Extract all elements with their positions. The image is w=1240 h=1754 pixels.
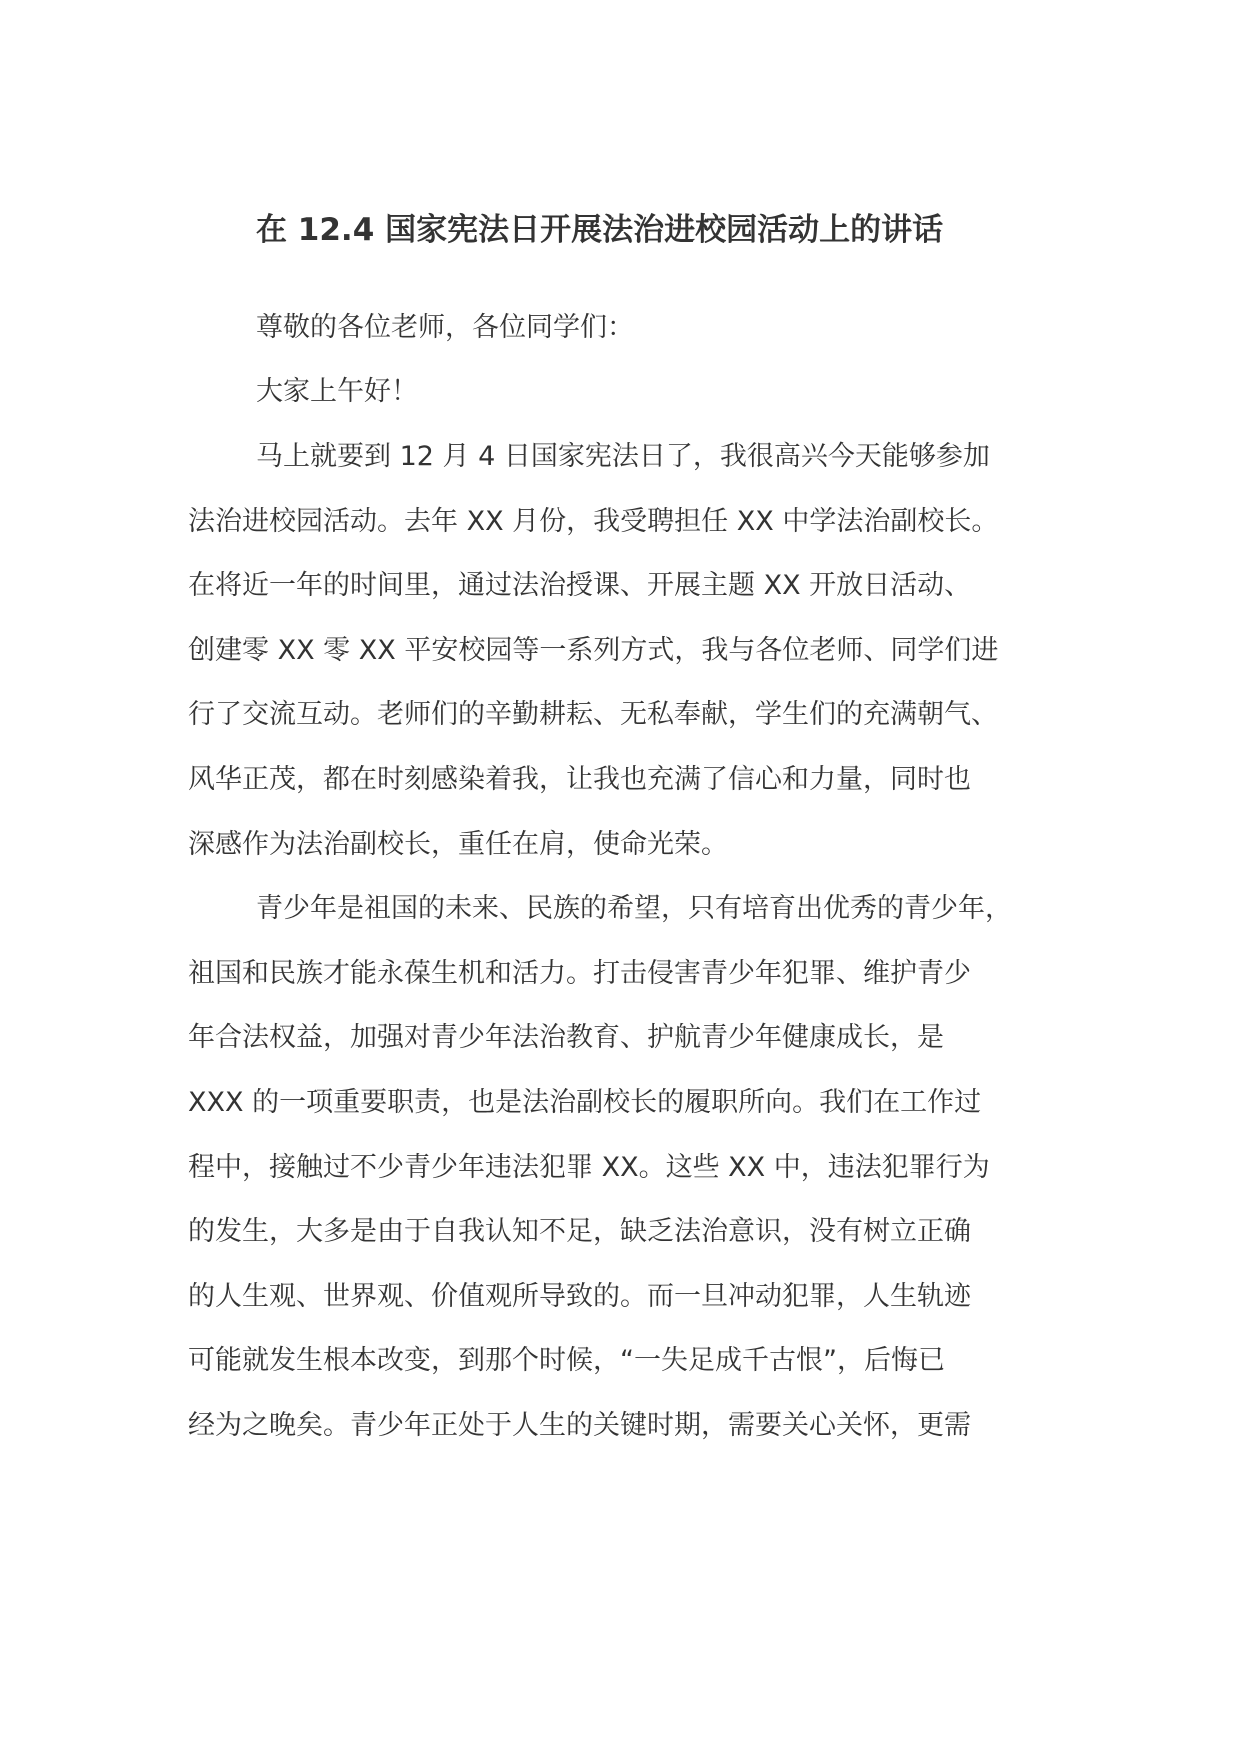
document-title: 在 12.4 国家宪法日开展法治进校园活动上的讲话 <box>256 212 944 248</box>
salutation-line: 尊敬的各位老师，各位同学们： <box>256 312 634 343</box>
paragraph-2-line-6: 的发生，大多是由于自我认知不足，缺乏法治意识，没有树立正确 <box>188 1216 971 1247</box>
paragraph-2-line-5: 程中，接触过不少青少年违法犯罪 XX。这些 XX 中，违法犯罪行为 <box>188 1152 990 1183</box>
paragraph-2-line-9: 经为之晚矣。青少年正处于人生的关键时期，需要关心关怀，更需 <box>188 1410 971 1441</box>
paragraph-1-line-6: 风华正茂，都在时刻感染着我，让我也充满了信心和力量，同时也 <box>188 764 971 795</box>
paragraph-1-line-1: 马上就要到 12 月 4 日国家宪法日了，我很高兴今天能够参加 <box>256 441 990 472</box>
paragraph-2-line-1: 青少年是祖国的未来、民族的希望，只有培育出优秀的青少年， <box>256 893 1012 924</box>
paragraph-1-line-4: 创建零 XX 零 XX 平安校园等一系列方式，我与各位老师、同学们进 <box>188 635 999 666</box>
paragraph-1-line-3: 在将近一年的时间里，通过法治授课、开展主题 XX 开放日活动、 <box>188 570 972 601</box>
paragraph-1-line-7: 深感作为法治副校长，重任在肩，使命光荣。 <box>188 829 728 860</box>
paragraph-1-line-5: 行了交流互动。老师们的辛勤耕耘、无私奉献，学生们的充满朝气、 <box>188 699 998 730</box>
paragraph-2-line-2: 祖国和民族才能永葆生机和活力。打击侵害青少年犯罪、维护青少 <box>188 958 971 989</box>
paragraph-2-line-7: 的人生观、世界观、价值观所导致的。而一旦冲动犯罪，人生轨迹 <box>188 1281 971 1312</box>
paragraph-2-line-4: XXX 的一项重要职责，也是法治副校长的履职所向。我们在工作过 <box>188 1087 982 1118</box>
paragraph-2-line-8: 可能就发生根本改变，到那个时候，“一失足成千古恨”，后悔已 <box>188 1345 945 1376</box>
greeting-line: 大家上午好！ <box>256 376 418 407</box>
paragraph-2-line-3: 年合法权益，加强对青少年法治教育、护航青少年健康成长，是 <box>188 1022 944 1053</box>
paragraph-1-line-2: 法治进校园活动。去年 XX 月份，我受聘担任 XX 中学法治副校长。 <box>188 506 999 537</box>
